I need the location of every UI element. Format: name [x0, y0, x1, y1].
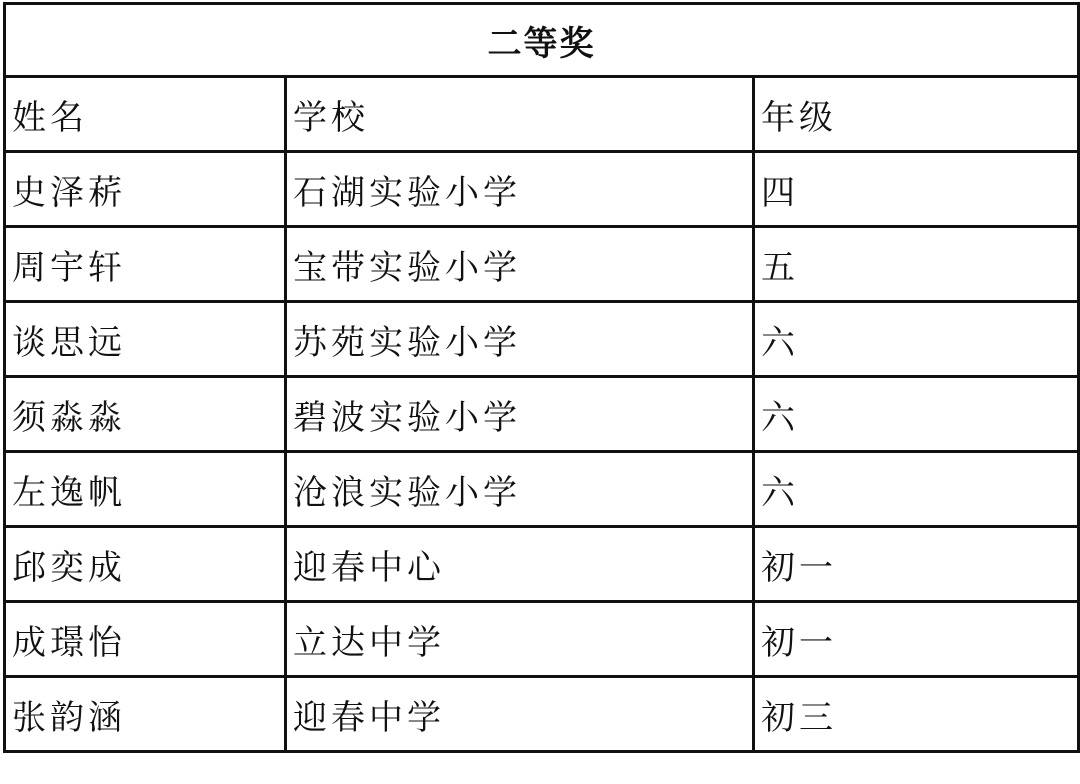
student-grade: 初一: [754, 527, 1079, 602]
table-row: [5, 527, 1079, 602]
student-school: 立达中学: [286, 602, 754, 677]
student-grade: 六: [754, 377, 1079, 452]
header-school: 学校: [286, 77, 754, 152]
student-grade: 初三: [754, 677, 1079, 752]
student-school: 苏苑实验小学: [286, 302, 754, 377]
student-grade: 五: [754, 227, 1079, 302]
student-school: 宝带实验小学: [286, 227, 754, 302]
student-school: 碧波实验小学: [286, 377, 754, 452]
table-row: [5, 677, 1079, 752]
student-name: 史泽菥: [5, 152, 286, 227]
title-row: [5, 4, 1079, 77]
award-table: [3, 2, 1080, 753]
header-grade: 年级: [754, 77, 1079, 152]
award-title: 二等奖: [5, 4, 1079, 77]
student-name: 左逸帆: [5, 452, 286, 527]
student-grade: 六: [754, 452, 1079, 527]
student-grade: 六: [754, 302, 1079, 377]
table-row: [5, 452, 1079, 527]
student-name: 成璟怡: [5, 602, 286, 677]
table-row: [5, 377, 1079, 452]
student-grade: 四: [754, 152, 1079, 227]
table-row: [5, 602, 1079, 677]
student-name: 谈思远: [5, 302, 286, 377]
student-name: 邱奕成: [5, 527, 286, 602]
student-name: 张韵涵: [5, 677, 286, 752]
header-name: 姓名: [5, 77, 286, 152]
student-school: 沧浪实验小学: [286, 452, 754, 527]
table-row: [5, 302, 1079, 377]
table-row: [5, 227, 1079, 302]
student-school: 迎春中学: [286, 677, 754, 752]
student-school: 迎春中心: [286, 527, 754, 602]
student-grade: 初一: [754, 602, 1079, 677]
student-name: 须淼淼: [5, 377, 286, 452]
header-row: [5, 77, 1079, 152]
student-school: 石湖实验小学: [286, 152, 754, 227]
student-name: 周宇轩: [5, 227, 286, 302]
table-row: [5, 152, 1079, 227]
